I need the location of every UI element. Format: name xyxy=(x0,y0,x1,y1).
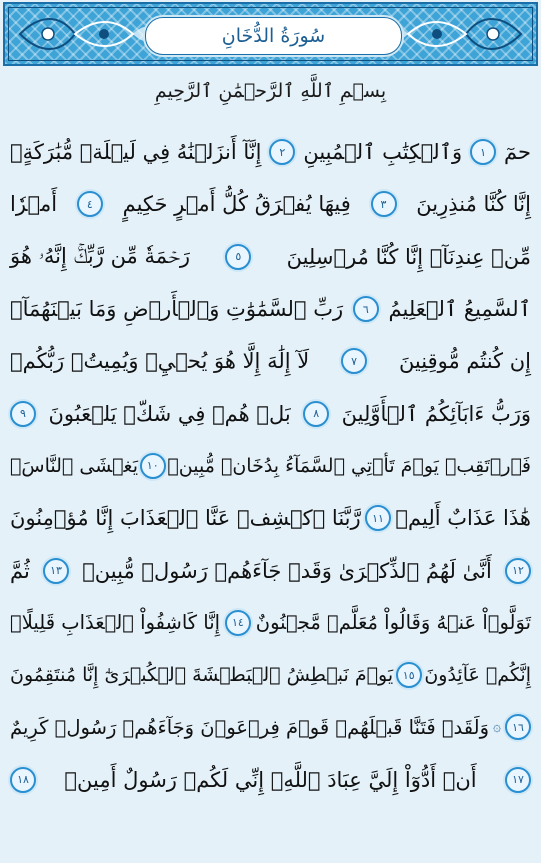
ayah-number-marker: ٧ xyxy=(341,348,367,374)
ayah-number-marker: ٩ xyxy=(10,401,36,427)
verse-text: بَلۡ هُمۡ فِي شَكّٖ يَلۡعَبُونَ xyxy=(48,401,291,426)
verse-text: فَٱرۡتَقِبۡ يَوۡمَ تَأۡتِي ٱلسَّمَآءُ بِدُخَانٖ مُّبِينٖ xyxy=(167,454,531,477)
verse-text: يَوۡمَ نَبۡطِشُ ٱلۡبَطۡشَةَ ٱلۡكُبۡرَىٰٓ إِنَّا مُنتَقِمُونَ xyxy=(10,664,394,687)
verse-text: وَلَقَدۡ فَتَنَّا قَبۡلَهُمۡ قَوۡمَ فِرۡعَوۡنَ وَجَآءَهُمۡ رَسُولٞ كَرِيمٌ xyxy=(10,715,490,739)
verse-line xyxy=(10,649,531,701)
verse-text: تَوَلَّوۡاْ عَنۡهُ وَقَالُواْ مُعَلَّمٞ مَّجۡنُونٌ xyxy=(255,611,531,635)
ayah-number-marker: ١٥ xyxy=(396,662,422,688)
verse-line xyxy=(10,492,531,544)
verse-text: إِنَّآ أَنزَلۡنَٰهُ فِي لَيۡلَةٖ مُّبَٰرَكَةٍۚ xyxy=(10,140,262,165)
verse-text: وَٱلۡكِتَٰبِ ٱلۡمُبِينِ xyxy=(303,140,463,165)
rub-el-hizb-icon: ۞ xyxy=(492,719,502,736)
ayah-number-marker: ١٧ xyxy=(505,767,531,793)
verse-text: مِّنۡ عِندِنَآۚ إِنَّا كُنَّا مُرۡسِلِينَ xyxy=(286,244,531,269)
verse-line xyxy=(10,178,531,230)
verse-text: يَغۡشَى ٱلنَّاسَۖ xyxy=(10,454,139,477)
verse-text: إِنَّكُمۡ عَآئِدُونَ xyxy=(424,664,531,687)
surah-header-frame xyxy=(3,2,538,66)
verse-text: رَبِّ ٱلسَّمَٰوَٰتِ وَٱلۡأَرۡضِ وَمَا بَيۡنَهُمَآۖ xyxy=(10,297,344,322)
verse-text: إِن كُنتُم مُّوقِنِينَ xyxy=(398,349,531,374)
verse-text: أَنۡ أَدُّوٓاْ إِلَيَّ عِبَادَ ٱللَّهِۖ إِنِّي لَكُمۡ رَسُولٌ أَمِينٞ xyxy=(64,767,477,792)
ayah-number-marker: ١٦ xyxy=(505,714,531,740)
verse-line xyxy=(10,387,531,439)
basmala: بِسۡمِ ٱللَّهِ ٱلرَّحۡمَٰنِ ٱلرَّحِيمِ xyxy=(154,80,387,102)
verse-text: رَّبَّنَا ٱكۡشِفۡ عَنَّا ٱلۡعَذَابَ إِنَّا مُؤۡمِنُونَ xyxy=(10,506,361,531)
verse-text: ثُمَّ xyxy=(10,558,30,583)
verse-line xyxy=(10,231,531,283)
verse-text: رَحۡمَةٗ مِّن رَّبِّكَۚ إِنَّهُۥ هُوَ xyxy=(10,244,190,269)
ayah-number-marker: ١٨ xyxy=(10,767,36,793)
surah-title-cartouche xyxy=(145,17,402,55)
verse-text: إِنَّا كُنَّا مُنذِرِينَ xyxy=(416,192,531,217)
ayah-number-marker: ١١ xyxy=(365,505,391,531)
verse-text: هَٰذَا عَذَابٌ أَلِيمٞ xyxy=(395,506,531,531)
verse-line xyxy=(10,126,531,178)
verse-text: إِنَّا كَاشِفُواْ ٱلۡعَذَابِ قَلِيلًاۚ xyxy=(10,611,221,635)
verse-line xyxy=(10,335,531,387)
verse-text: لَآ إِلَٰهَ إِلَّا هُوَ يُحۡيِۦ وَيُمِيتُۖ رَبُّكُمۡ xyxy=(10,349,310,374)
ayah-number-marker: ١٣ xyxy=(43,558,69,584)
ayah-number-marker: ٤ xyxy=(77,191,103,217)
ayah-number-marker: ٣ xyxy=(371,191,397,217)
verse-text: حمٓ xyxy=(504,140,531,165)
surah-title: سُورَةُ الدُّخَانِ xyxy=(221,25,326,47)
arabesque-ornament-icon xyxy=(15,12,165,56)
verse-line xyxy=(10,544,531,596)
verse-text: فِيهَا يُفۡرَقُ كُلُّ أَمۡرٍ حَكِيمٍ xyxy=(122,192,351,217)
ayah-number-marker: ١٠ xyxy=(140,453,166,479)
ayah-number-marker: ١٢ xyxy=(505,558,531,584)
verse-line xyxy=(10,283,531,335)
verse-text: أَنَّىٰ لَهُمُ ٱلذِّكۡرَىٰ وَقَدۡ جَآءَهُمۡ رَسُولٞ مُّبِينٞ xyxy=(82,558,492,583)
ayah-number-marker: ٦ xyxy=(353,296,379,322)
ayah-number-marker: ١ xyxy=(470,139,496,165)
verse-lines xyxy=(10,126,531,806)
verse-text: وَرَبُّ ءَابَآئِكُمُ ٱلۡأَوَّلِينَ xyxy=(341,401,531,426)
verse-line xyxy=(10,701,531,753)
ayah-number-marker: ٢ xyxy=(269,139,295,165)
ayah-number-marker: ١٤ xyxy=(225,610,251,636)
ayah-number-marker: ٥ xyxy=(225,244,251,270)
verse-text: أَمۡرٗا xyxy=(10,192,58,217)
verse-text: ٱلسَّمِيعُ ٱلۡعَلِيمُ xyxy=(388,297,531,322)
verse-line xyxy=(10,754,531,806)
verse-line xyxy=(10,597,531,649)
verse-line xyxy=(10,440,531,492)
ayah-number-marker: ٨ xyxy=(303,401,329,427)
